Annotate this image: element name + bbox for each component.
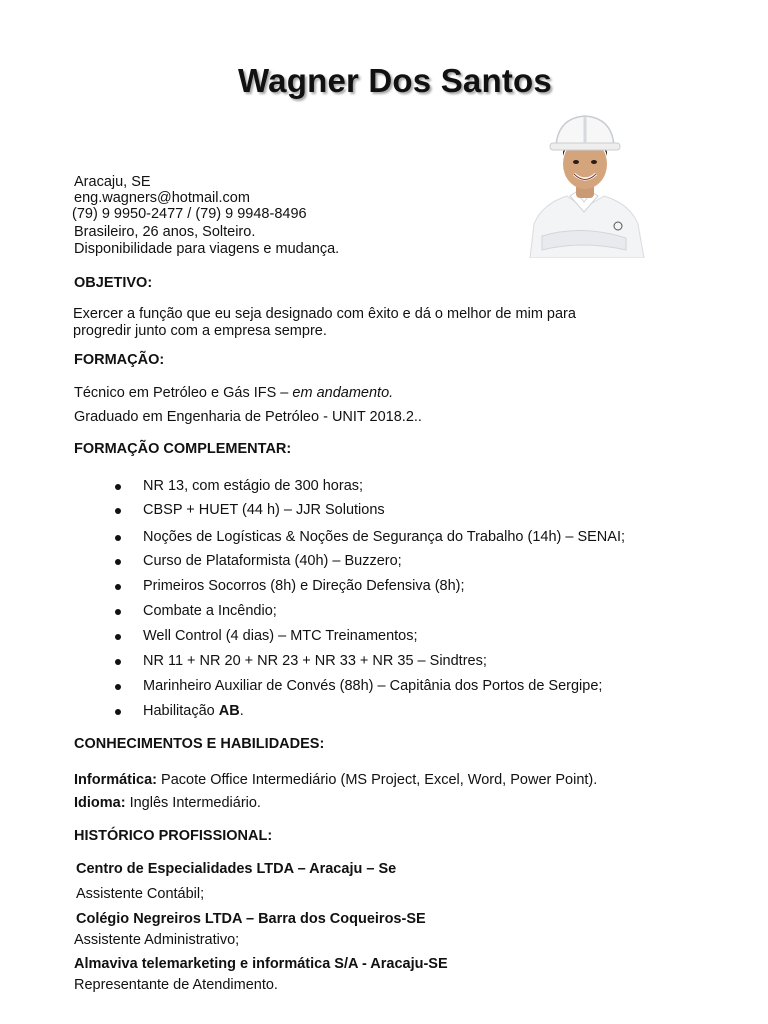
job-company: Centro de Especialidades LTDA – Aracaju – Se — [76, 861, 397, 877]
skills-it-label: Informática: — [74, 772, 157, 788]
education-heading: FORMAÇÃO: — [74, 352, 165, 368]
candidate-name: Wagner Dos Santos — [238, 62, 552, 99]
bullet-icon — [115, 584, 121, 590]
contact-availability: Disponibilidade para viagens e mudança. — [74, 241, 340, 257]
skills-language-value: Inglês Intermediário. — [125, 795, 261, 811]
skills-it — [74, 772, 597, 789]
history-heading: HISTÓRICO PROFISSIONAL: — [74, 828, 273, 844]
resume-page: Wagner Dos Santos Aracaju, SE eng.wagners@hotmail.com (79) 9 9950-2477 / (79) 9 9948-8496 Brasileiro, 26 anos, Solteiro. Disponibilidade para viagens e mudança. OBJETIVO: Exercer a função que eu seja designado com êxito e dá o melhor de mim para progredir junto com a empresa sempre. FORMAÇÃO: Técnico em Petróleo e Gás IFS – em andamento. Graduado em Engenharia de Petróleo - UNIT 2018.2.. FORMAÇÃO COMPLEMENTAR: NR 13, com estágio de 300 horas; CBSP + HUET (44 h) – JJR Solutions Noções de Logísticas & Noções de Segurança do Trabalho (14h) – SENAI; Curso de Plataformista (40h) – Buzzero; Primeiros Socorros (8h) e Direção Defensiva (8h); Combate a Incêndio; Well Control (4 dias) – MTC Treinamentos; NR 11 + NR 20 + NR 23 + NR 33 + NR 35 – Sindtres; Marinheiro Auxiliar de Convés (88h) – Capitânia dos Portos de Sergipe; Habilitação AB. CONHECIMENTOS E HABILIDADES: Informática: Pacote Office Intermediário (MS Project, Excel, Word, Power Point). Idioma: Inglês Intermediário. HISTÓRICO PROFISSIONAL: Centro de Especialidades LTDA – Aracaju – Se Assistente Contábil; Colégio Negreiros LTDA – Barra dos Coqueiros-SE Assistente Administrativo; Almaviva telemarketing e informática S/A - Aracaju-SE Representante de Atendimento. — [0, 0, 768, 1024]
complementary-heading: FORMAÇÃO COMPLEMENTAR: — [74, 441, 292, 457]
bullet-icon — [115, 609, 121, 615]
profile-photo-illustration — [522, 112, 649, 258]
bullet-icon — [115, 484, 121, 490]
job-role: Representante de Atendimento. — [74, 977, 278, 993]
profile-photo — [522, 112, 649, 258]
education-line-2: Graduado em Engenharia de Petróleo - UNIT 2018.2.. — [74, 409, 422, 425]
skills-language-label: Idioma: — [74, 795, 126, 811]
skills-heading: CONHECIMENTOS E HABILIDADES: — [74, 736, 325, 752]
objective-heading: OBJETIVO: — [74, 275, 153, 291]
education-line-1-status: em andamento. — [292, 385, 394, 401]
bullet-icon — [115, 559, 121, 565]
bullet-icon — [115, 535, 121, 541]
bullet-icon — [115, 659, 121, 665]
contact-phones: (79) 9 9950-2477 / (79) 9 9948-8496 — [72, 206, 307, 222]
objective-text: Exercer a função que eu seja designado com êxito e dá o melhor de mim para progredir junto com a empresa sempre. — [73, 306, 576, 339]
education-line-1-main: Técnico em Petróleo e Gás IFS – — [74, 385, 293, 401]
job-role: Assistente Administrativo; — [74, 932, 240, 948]
education-line-1 — [74, 385, 393, 402]
contact-city: Aracaju, SE — [74, 174, 151, 190]
bullet-icon — [115, 634, 121, 640]
job-company: Almaviva telemarketing e informática S/A - Aracaju-SE — [74, 956, 448, 972]
contact-email: eng.wagners@hotmail.com — [74, 190, 250, 206]
skills-language — [74, 795, 261, 812]
bullet-icon — [115, 709, 121, 715]
skills-it-value: Pacote Office Intermediário (MS Project, Excel, Word, Power Point). — [157, 772, 598, 788]
bullet-icon — [115, 508, 121, 514]
job-role: Assistente Contábil; — [76, 886, 205, 902]
job-company: Colégio Negreiros LTDA – Barra dos Coqueiros-SE — [76, 911, 426, 927]
contact-personal: Brasileiro, 26 anos, Solteiro. — [74, 224, 256, 240]
bullet-icon — [115, 684, 121, 690]
